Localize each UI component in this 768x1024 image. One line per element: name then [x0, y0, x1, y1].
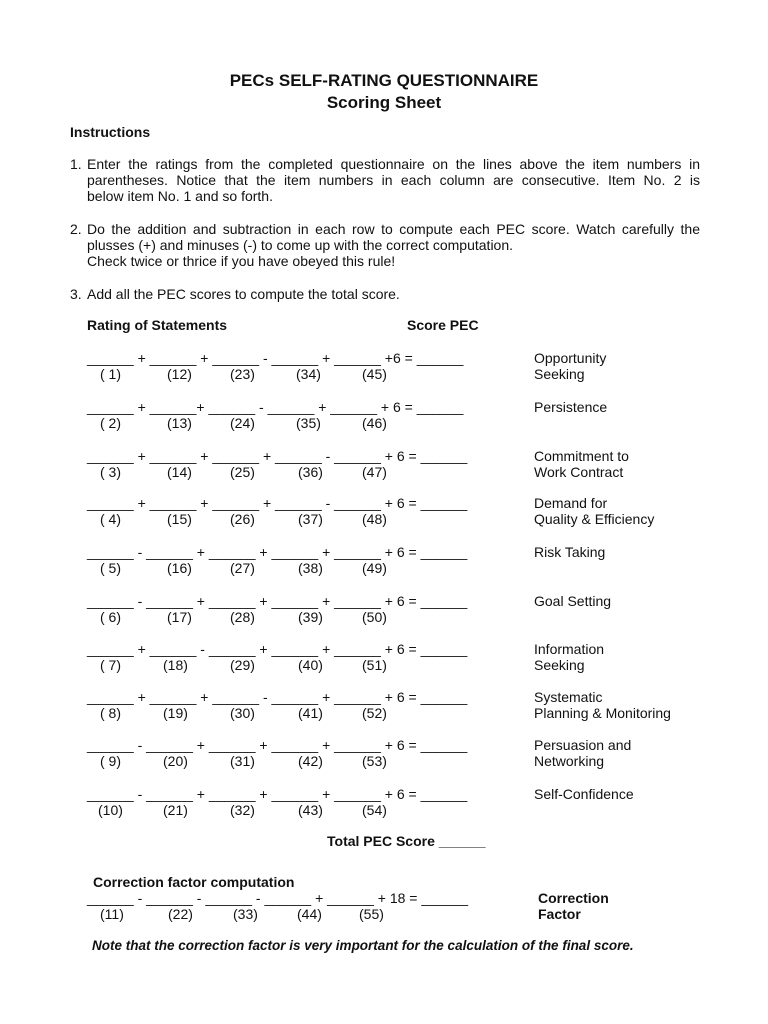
- item-number: ( 6): [100, 609, 121, 625]
- page-title: [0, 70, 768, 114]
- scoring-row: [0, 544, 768, 580]
- rating-header: Rating of Statements: [87, 317, 228, 333]
- item-number: ( 7): [100, 657, 121, 673]
- item-number: (46): [362, 415, 387, 431]
- pec-label: Persistence: [534, 399, 608, 415]
- item-number: (52): [362, 705, 387, 721]
- instruction-line: plusses (+) and minuses (-) to come up with the correct computation.: [87, 237, 514, 253]
- item-number: (21): [163, 802, 188, 818]
- pec-label: Opportunity: [534, 350, 607, 366]
- item-number: (18): [163, 657, 188, 673]
- instructions-heading: Instructions: [70, 124, 151, 140]
- item-number: (28): [230, 609, 255, 625]
- pec-label: Quality & Efficiency: [534, 511, 655, 527]
- scoring-row: [0, 786, 768, 822]
- pec-label: Work Contract: [534, 464, 624, 480]
- item-number: (11): [100, 906, 124, 922]
- item-number: ( 3): [100, 464, 121, 480]
- item-number: (12): [167, 366, 192, 382]
- item-number: (44): [297, 906, 322, 922]
- item-number: (53): [362, 753, 387, 769]
- item-number: (39): [298, 609, 323, 625]
- pec-label: Risk Taking: [534, 544, 606, 560]
- correction-label: Factor: [538, 906, 581, 922]
- item-number: (14): [167, 464, 192, 480]
- row-formula: ______ + ______ + ______ + ______ - ______ + 6 = ______: [87, 495, 468, 511]
- pec-label: Systematic: [534, 689, 603, 705]
- instruction-number: 1.: [70, 156, 82, 172]
- row-formula: ______ - ______ + ______ + ______ + ______ + 6 = ______: [87, 593, 468, 609]
- instruction-3: [70, 286, 700, 302]
- item-number: ( 1): [100, 366, 121, 382]
- item-number: (42): [298, 753, 323, 769]
- item-number: (17): [167, 609, 192, 625]
- pec-label: Self-Confidence: [534, 786, 634, 802]
- row-formula: ______ - ______ + ______ + ______ + ______ + 6 = ______: [87, 544, 468, 560]
- item-number: (16): [167, 560, 192, 576]
- instruction-line: parentheses. Notice that the item numbers in each column are consecutive. Item No. 2 is: [87, 172, 700, 188]
- instruction-line: Enter the ratings from the completed questionnaire on the lines above the item numbers in: [87, 156, 700, 172]
- pec-label: Information: [534, 641, 605, 657]
- row-formula: ______ + ______ + ______ - ______ + ______ + 6 = ______: [87, 689, 468, 705]
- scoring-row: [0, 641, 768, 677]
- item-number: (22): [168, 906, 193, 922]
- item-number: (51): [362, 657, 387, 673]
- item-number: ( 4): [100, 511, 121, 527]
- scoring-row: [0, 448, 768, 484]
- item-number: ( 9): [100, 753, 121, 769]
- scoring-row: [0, 593, 768, 629]
- item-number: (15): [167, 511, 192, 527]
- correction-heading: Correction factor computation: [93, 874, 295, 890]
- instruction-number: 2.: [70, 221, 82, 237]
- item-number: (30): [230, 705, 255, 721]
- item-number: (31): [230, 753, 255, 769]
- item-number: (24): [230, 415, 255, 431]
- pec-label: Persuasion and: [534, 737, 632, 753]
- row-formula: ______ + ______ + ______ - ______ + ______ +6 = ______: [87, 350, 464, 366]
- row-formula: ______ + ______ - ______ + ______ + ______ + 6 = ______: [87, 641, 468, 657]
- item-number: (20): [163, 753, 188, 769]
- item-number: (43): [298, 802, 323, 818]
- row-formula: ______ + ______ + ______ + ______ - ______ + 6 = ______: [87, 448, 468, 464]
- row-formula: ______ - ______ + ______ + ______ + ______ + 6 = ______: [87, 786, 468, 802]
- correction-note: Note that the correction factor is very important for the calculation of the final score.: [92, 938, 634, 953]
- item-number: (29): [230, 657, 255, 673]
- item-number: (35): [296, 415, 321, 431]
- instruction-number: 3.: [70, 286, 82, 302]
- item-number: (55): [359, 906, 384, 922]
- score-pec-header: Score PEC: [407, 317, 479, 333]
- pec-label: Commitment to: [534, 448, 629, 464]
- pec-label: Seeking: [534, 366, 585, 382]
- scoring-sheet-subtitle: Scoring Sheet: [326, 93, 442, 112]
- item-number: (34): [296, 366, 321, 382]
- item-number: (19): [163, 705, 188, 721]
- item-number: (48): [362, 511, 387, 527]
- item-number: (36): [298, 464, 323, 480]
- item-number: (50): [362, 609, 387, 625]
- item-number: (27): [230, 560, 255, 576]
- item-number: (13): [167, 415, 192, 431]
- item-number: (33): [233, 906, 258, 922]
- instruction-1: [70, 156, 700, 204]
- item-number: ( 5): [100, 560, 121, 576]
- questionnaire-title: PECs SELF-RATING QUESTIONNAIRE: [229, 71, 539, 90]
- item-number: (38): [298, 560, 323, 576]
- item-number: ( 2): [100, 415, 121, 431]
- correction-formula: ______ - ______ - ______ - ______ + ______ + 18 = ______: [87, 890, 469, 906]
- instruction-2: [70, 221, 700, 269]
- item-number: (26): [230, 511, 255, 527]
- instruction-line: Add all the PEC scores to compute the total score.: [87, 286, 400, 302]
- correction-label: Correction: [538, 890, 609, 906]
- item-number: (37): [298, 511, 323, 527]
- item-number: (23): [230, 366, 255, 382]
- pec-label: Planning & Monitoring: [534, 705, 671, 721]
- pec-label: Seeking: [534, 657, 585, 673]
- correction-row: [0, 890, 768, 926]
- scoring-row: [0, 495, 768, 531]
- item-number: (25): [230, 464, 255, 480]
- item-number: (54): [362, 802, 387, 818]
- scoring-row: [0, 689, 768, 725]
- instruction-line: Check twice or thrice if you have obeyed this rule!: [87, 253, 396, 269]
- instruction-line: Do the addition and subtraction in each row to compute each PEC score. Watch carefully the: [87, 221, 700, 237]
- item-number: (49): [362, 560, 387, 576]
- item-number: (10): [98, 802, 123, 818]
- item-number: (45): [362, 366, 387, 382]
- scoring-row: [0, 350, 768, 386]
- scoring-row: [0, 737, 768, 773]
- item-number: (40): [298, 657, 323, 673]
- pec-label: Goal Setting: [534, 593, 612, 609]
- item-number: (32): [230, 802, 255, 818]
- item-number: (47): [362, 464, 387, 480]
- pec-label: Demand for: [534, 495, 608, 511]
- scoring-row: [0, 399, 768, 435]
- item-number: ( 8): [100, 705, 121, 721]
- item-number: (41): [298, 705, 323, 721]
- instruction-line: below item No. 1 and so forth.: [87, 188, 273, 204]
- total-pec-score: Total PEC Score ______: [327, 833, 486, 849]
- pec-label: Networking: [534, 753, 605, 769]
- row-formula: ______ - ______ + ______ + ______ + ______ + 6 = ______: [87, 737, 468, 753]
- row-formula: ______ + ______+ ______ - ______ + ______ + 6 = ______: [87, 399, 464, 415]
